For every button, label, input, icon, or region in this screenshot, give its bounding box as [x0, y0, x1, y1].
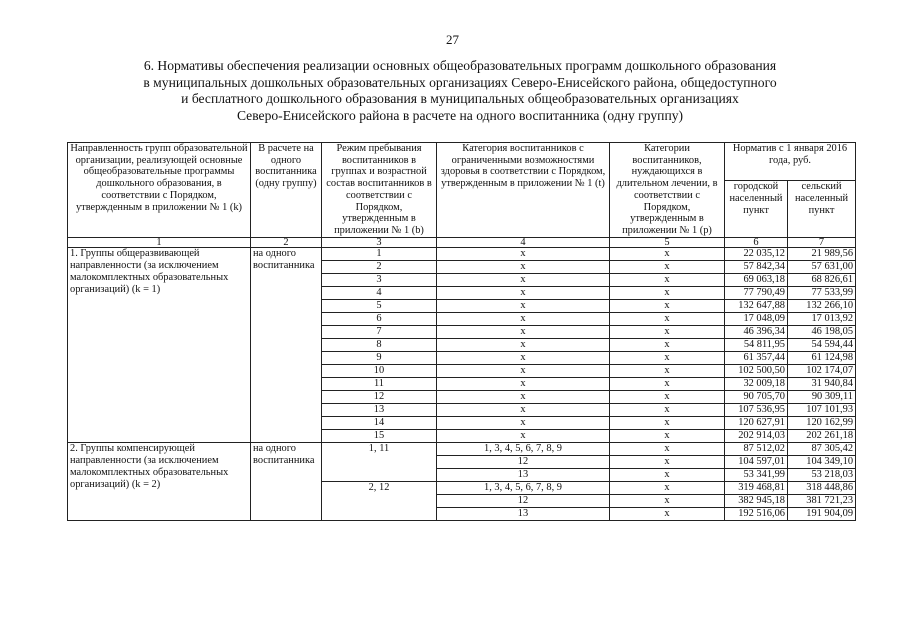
health-cell: х: [437, 338, 610, 351]
category-cell: х: [610, 286, 725, 299]
mode-cell: 11: [322, 377, 437, 390]
column-number: 2: [251, 237, 322, 247]
mode-cell: 4: [322, 286, 437, 299]
normatives-table: [67, 142, 856, 521]
rural-value: 102 174,07: [788, 364, 856, 377]
health-cell: х: [437, 260, 610, 273]
urban-value: 87 512,02: [725, 442, 788, 455]
category-cell: х: [610, 260, 725, 273]
health-cell: 12: [437, 455, 610, 468]
title-line: в муниципальных дошкольных образовательных организациях Северо-Енисейского района, общедоступного: [143, 74, 777, 90]
rural-value: 381 721,23: [788, 494, 856, 507]
health-cell: х: [437, 429, 610, 442]
rural-value: 54 594,44: [788, 338, 856, 351]
rural-value: 132 266,10: [788, 299, 856, 312]
rural-value: 77 533,99: [788, 286, 856, 299]
mode-cell: 15: [322, 429, 437, 442]
category-cell: х: [610, 416, 725, 429]
mode-cell: 2: [322, 260, 437, 273]
category-cell: х: [610, 455, 725, 468]
rural-value: 61 124,98: [788, 351, 856, 364]
column-number: 5: [610, 237, 725, 247]
column-number: 7: [788, 237, 856, 247]
health-cell: х: [437, 390, 610, 403]
health-cell: х: [437, 416, 610, 429]
health-cell: 13: [437, 507, 610, 520]
urban-value: 54 811,95: [725, 338, 788, 351]
mode-cell: 14: [322, 416, 437, 429]
category-cell: х: [610, 481, 725, 494]
mode-cell: 2, 12: [322, 481, 437, 520]
urban-value: 46 396,34: [725, 325, 788, 338]
category-cell: х: [610, 468, 725, 481]
column-number: 3: [322, 237, 437, 247]
mode-cell: 7: [322, 325, 437, 338]
health-cell: х: [437, 377, 610, 390]
category-cell: х: [610, 403, 725, 416]
rural-value: 53 218,03: [788, 468, 856, 481]
column-number: 6: [725, 237, 788, 247]
urban-value: 192 516,06: [725, 507, 788, 520]
group-direction: 2. Группы компенсирующей направленности (за исключением малокомплектных образовательных организаций) (k = 2): [68, 442, 251, 520]
category-cell: х: [610, 338, 725, 351]
rural-value: 68 826,61: [788, 273, 856, 286]
urban-value: 102 500,50: [725, 364, 788, 377]
mode-cell: 9: [322, 351, 437, 364]
mode-cell: 1: [322, 247, 437, 260]
mode-cell: 1, 11: [322, 442, 437, 481]
category-cell: х: [610, 494, 725, 507]
urban-value: 57 842,34: [725, 260, 788, 273]
mode-cell: 3: [322, 273, 437, 286]
rural-value: 202 261,18: [788, 429, 856, 442]
rural-value: 90 309,11: [788, 390, 856, 403]
urban-value: 53 341,99: [725, 468, 788, 481]
rural-value: 31 940,84: [788, 377, 856, 390]
health-cell: х: [437, 247, 610, 260]
title-line: Северо-Енисейского района в расчете на одного воспитанника (одну группу): [236, 107, 684, 123]
urban-value: 61 357,44: [725, 351, 788, 364]
urban-value: 77 790,49: [725, 286, 788, 299]
category-cell: х: [610, 442, 725, 455]
header-category: Категории воспитанников, нуждающихся в длительном лечении, в соответствии с Порядком, утвержденным в приложении № 1 (p): [610, 143, 725, 238]
document-title: [90, 58, 830, 124]
urban-value: 132 647,88: [725, 299, 788, 312]
header-urban: городской населенный пункт: [725, 181, 788, 237]
group-direction: 1. Группы общеразвивающей направленности (за исключением малокомплектных образовательных организаций) (k = 1): [68, 247, 251, 442]
health-cell: 1, 3, 4, 5, 6, 7, 8, 9: [437, 481, 610, 494]
health-cell: х: [437, 364, 610, 377]
table-body: [68, 247, 856, 520]
urban-value: 319 468,81: [725, 481, 788, 494]
category-cell: х: [610, 364, 725, 377]
urban-value: 120 627,91: [725, 416, 788, 429]
urban-value: 104 597,01: [725, 455, 788, 468]
health-cell: х: [437, 351, 610, 364]
urban-value: 382 945,18: [725, 494, 788, 507]
health-cell: х: [437, 403, 610, 416]
title-line: и бесплатного дошкольного образования в муниципальных общеобразовательных организациях: [181, 91, 739, 106]
mode-cell: 5: [322, 299, 437, 312]
rural-value: 21 989,56: [788, 247, 856, 260]
rural-value: 104 349,10: [788, 455, 856, 468]
rural-value: 107 101,93: [788, 403, 856, 416]
mode-cell: 6: [322, 312, 437, 325]
health-cell: х: [437, 299, 610, 312]
mode-cell: 13: [322, 403, 437, 416]
urban-value: 90 705,70: [725, 390, 788, 403]
health-cell: х: [437, 325, 610, 338]
category-cell: х: [610, 377, 725, 390]
health-cell: 1, 3, 4, 5, 6, 7, 8, 9: [437, 442, 610, 455]
mode-cell: 12: [322, 390, 437, 403]
column-number: 4: [437, 237, 610, 247]
category-cell: х: [610, 351, 725, 364]
header-health: Категория воспитанников с ограниченными возможностями здоровья в соответствии с Порядком, утвержденным в приложении № 1 (t): [437, 143, 610, 238]
title-line: 6. Нормативы обеспечения реализации основных общеобразовательных программ дошкольного образования: [143, 58, 777, 73]
header-direction: Направленность групп образовательной организации, реализующей основные общеобразовательные программы дошкольного образования, в соответствии с Порядком, утвержденным в приложении № 1 (k): [68, 143, 251, 238]
rural-value: 17 013,92: [788, 312, 856, 325]
category-cell: х: [610, 429, 725, 442]
column-number: 1: [68, 237, 251, 247]
urban-value: 202 914,03: [725, 429, 788, 442]
header-normative: Норматив с 1 января 2016 года, руб.: [725, 143, 856, 181]
header-per-unit: В расчете на одного воспитанника (одну группу): [251, 143, 322, 238]
category-cell: х: [610, 312, 725, 325]
urban-value: 22 035,12: [725, 247, 788, 260]
category-cell: х: [610, 507, 725, 520]
rural-value: 87 305,42: [788, 442, 856, 455]
mode-cell: 10: [322, 364, 437, 377]
category-cell: х: [610, 325, 725, 338]
table-row: [68, 247, 856, 260]
rural-value: 57 631,00: [788, 260, 856, 273]
category-cell: х: [610, 390, 725, 403]
category-cell: х: [610, 299, 725, 312]
health-cell: х: [437, 286, 610, 299]
urban-value: 69 063,18: [725, 273, 788, 286]
header-rural: сельский населенный пункт: [788, 181, 856, 237]
category-cell: х: [610, 273, 725, 286]
health-cell: 12: [437, 494, 610, 507]
group-per-unit: на одного воспитанника: [251, 247, 322, 442]
group-per-unit: на одного воспитанника: [251, 442, 322, 520]
header-mode: Режим пребывания воспитанников в группах и возрастной состав воспитанников в соответствии с Порядком, утвержденным в приложении № 1 (b): [322, 143, 437, 238]
rural-value: 191 904,09: [788, 507, 856, 520]
health-cell: х: [437, 273, 610, 286]
health-cell: 13: [437, 468, 610, 481]
urban-value: 107 536,95: [725, 403, 788, 416]
category-cell: х: [610, 247, 725, 260]
rural-value: 318 448,86: [788, 481, 856, 494]
page-number: 27: [446, 32, 459, 47]
mode-cell: 8: [322, 338, 437, 351]
urban-value: 32 009,18: [725, 377, 788, 390]
urban-value: 17 048,09: [725, 312, 788, 325]
rural-value: 120 162,99: [788, 416, 856, 429]
health-cell: х: [437, 312, 610, 325]
rural-value: 46 198,05: [788, 325, 856, 338]
table-row: [68, 442, 856, 455]
